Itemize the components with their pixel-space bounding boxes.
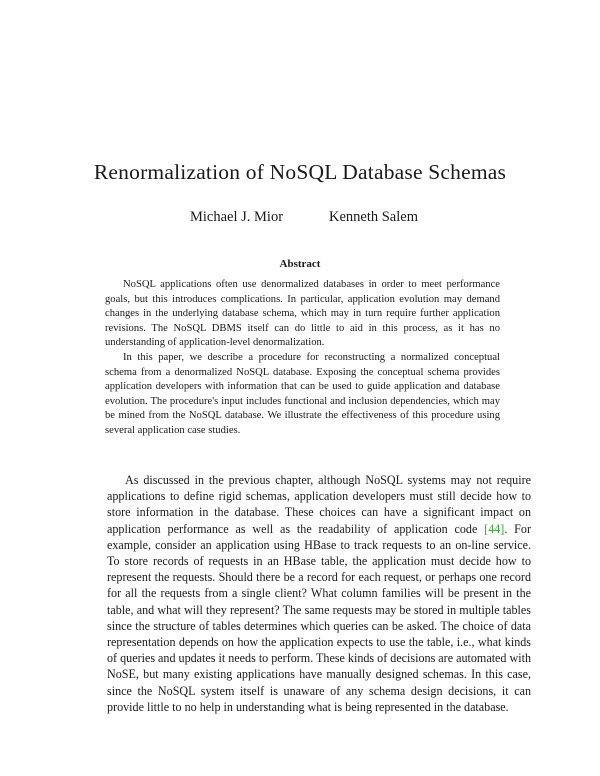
author-name: Kenneth Salem	[329, 209, 418, 225]
citation-link[interactable]: [44]	[484, 521, 505, 536]
paper-title: Renormalization of NoSQL Database Schemas	[93, 160, 507, 184]
abstract-paragraph: NoSQL applications often use denormalized databases in order to meet performance goals, but this introduces complications. In particular, application evolution may demand changes in the underlying database schema, which may in turn require further application revisions. The NoSQL DBMS itself can do little to aid in this process, as it has no understanding of application-level denormalization.	[105, 279, 500, 349]
abstract-heading: Abstract	[279, 258, 321, 270]
body-text-before-citation: As discussed in the previous chapter, although NoSQL systems may not require applications to define rigid schemas, application developers must still decide how to store information in the database. These choices can have a significant impact on application performance as well as the readability of application code	[107, 473, 531, 536]
body-paragraph	[107, 472, 531, 715]
author-name: Michael J. Mior	[190, 209, 284, 225]
body-text	[107, 472, 531, 715]
body-text-after-citation: . For example, consider an application using HBase to track requests to an on-line service. To store records of requests in an HBase table, the application must decide how to represent the requests. Should there be a record for each request, or perhaps one record for all the requests from a single client? What column families will be present in the table, and what will they represent? The same requests may be stored in multiple tables since the structure of tables determines which queries can be asked. The choice of data representation depends on how the application expects to use the table, i.e., what kinds of queries and updates it needs to perform. These kinds of decisions are automated with NoSE, but many existing applications have manually designed schemas. In this case, since the NoSQL system itself is unaware of any schema design decisions, it can provide little to no help in understanding what is being represented in the database.	[107, 521, 531, 714]
abstract-paragraph: In this paper, we describe a procedure for reconstructing a normalized conceptual schema from a denormalized NoSQL database. Exposing the conceptual schema provides application developers with information that can be used to guide application and database evolution. The procedure's input includes functional and inclusion dependencies, which may be mined from the NoSQL database. We illustrate the effectiveness of this procedure using several application case studies.	[105, 351, 500, 436]
author-list	[0, 209, 600, 229]
abstract	[105, 278, 500, 439]
